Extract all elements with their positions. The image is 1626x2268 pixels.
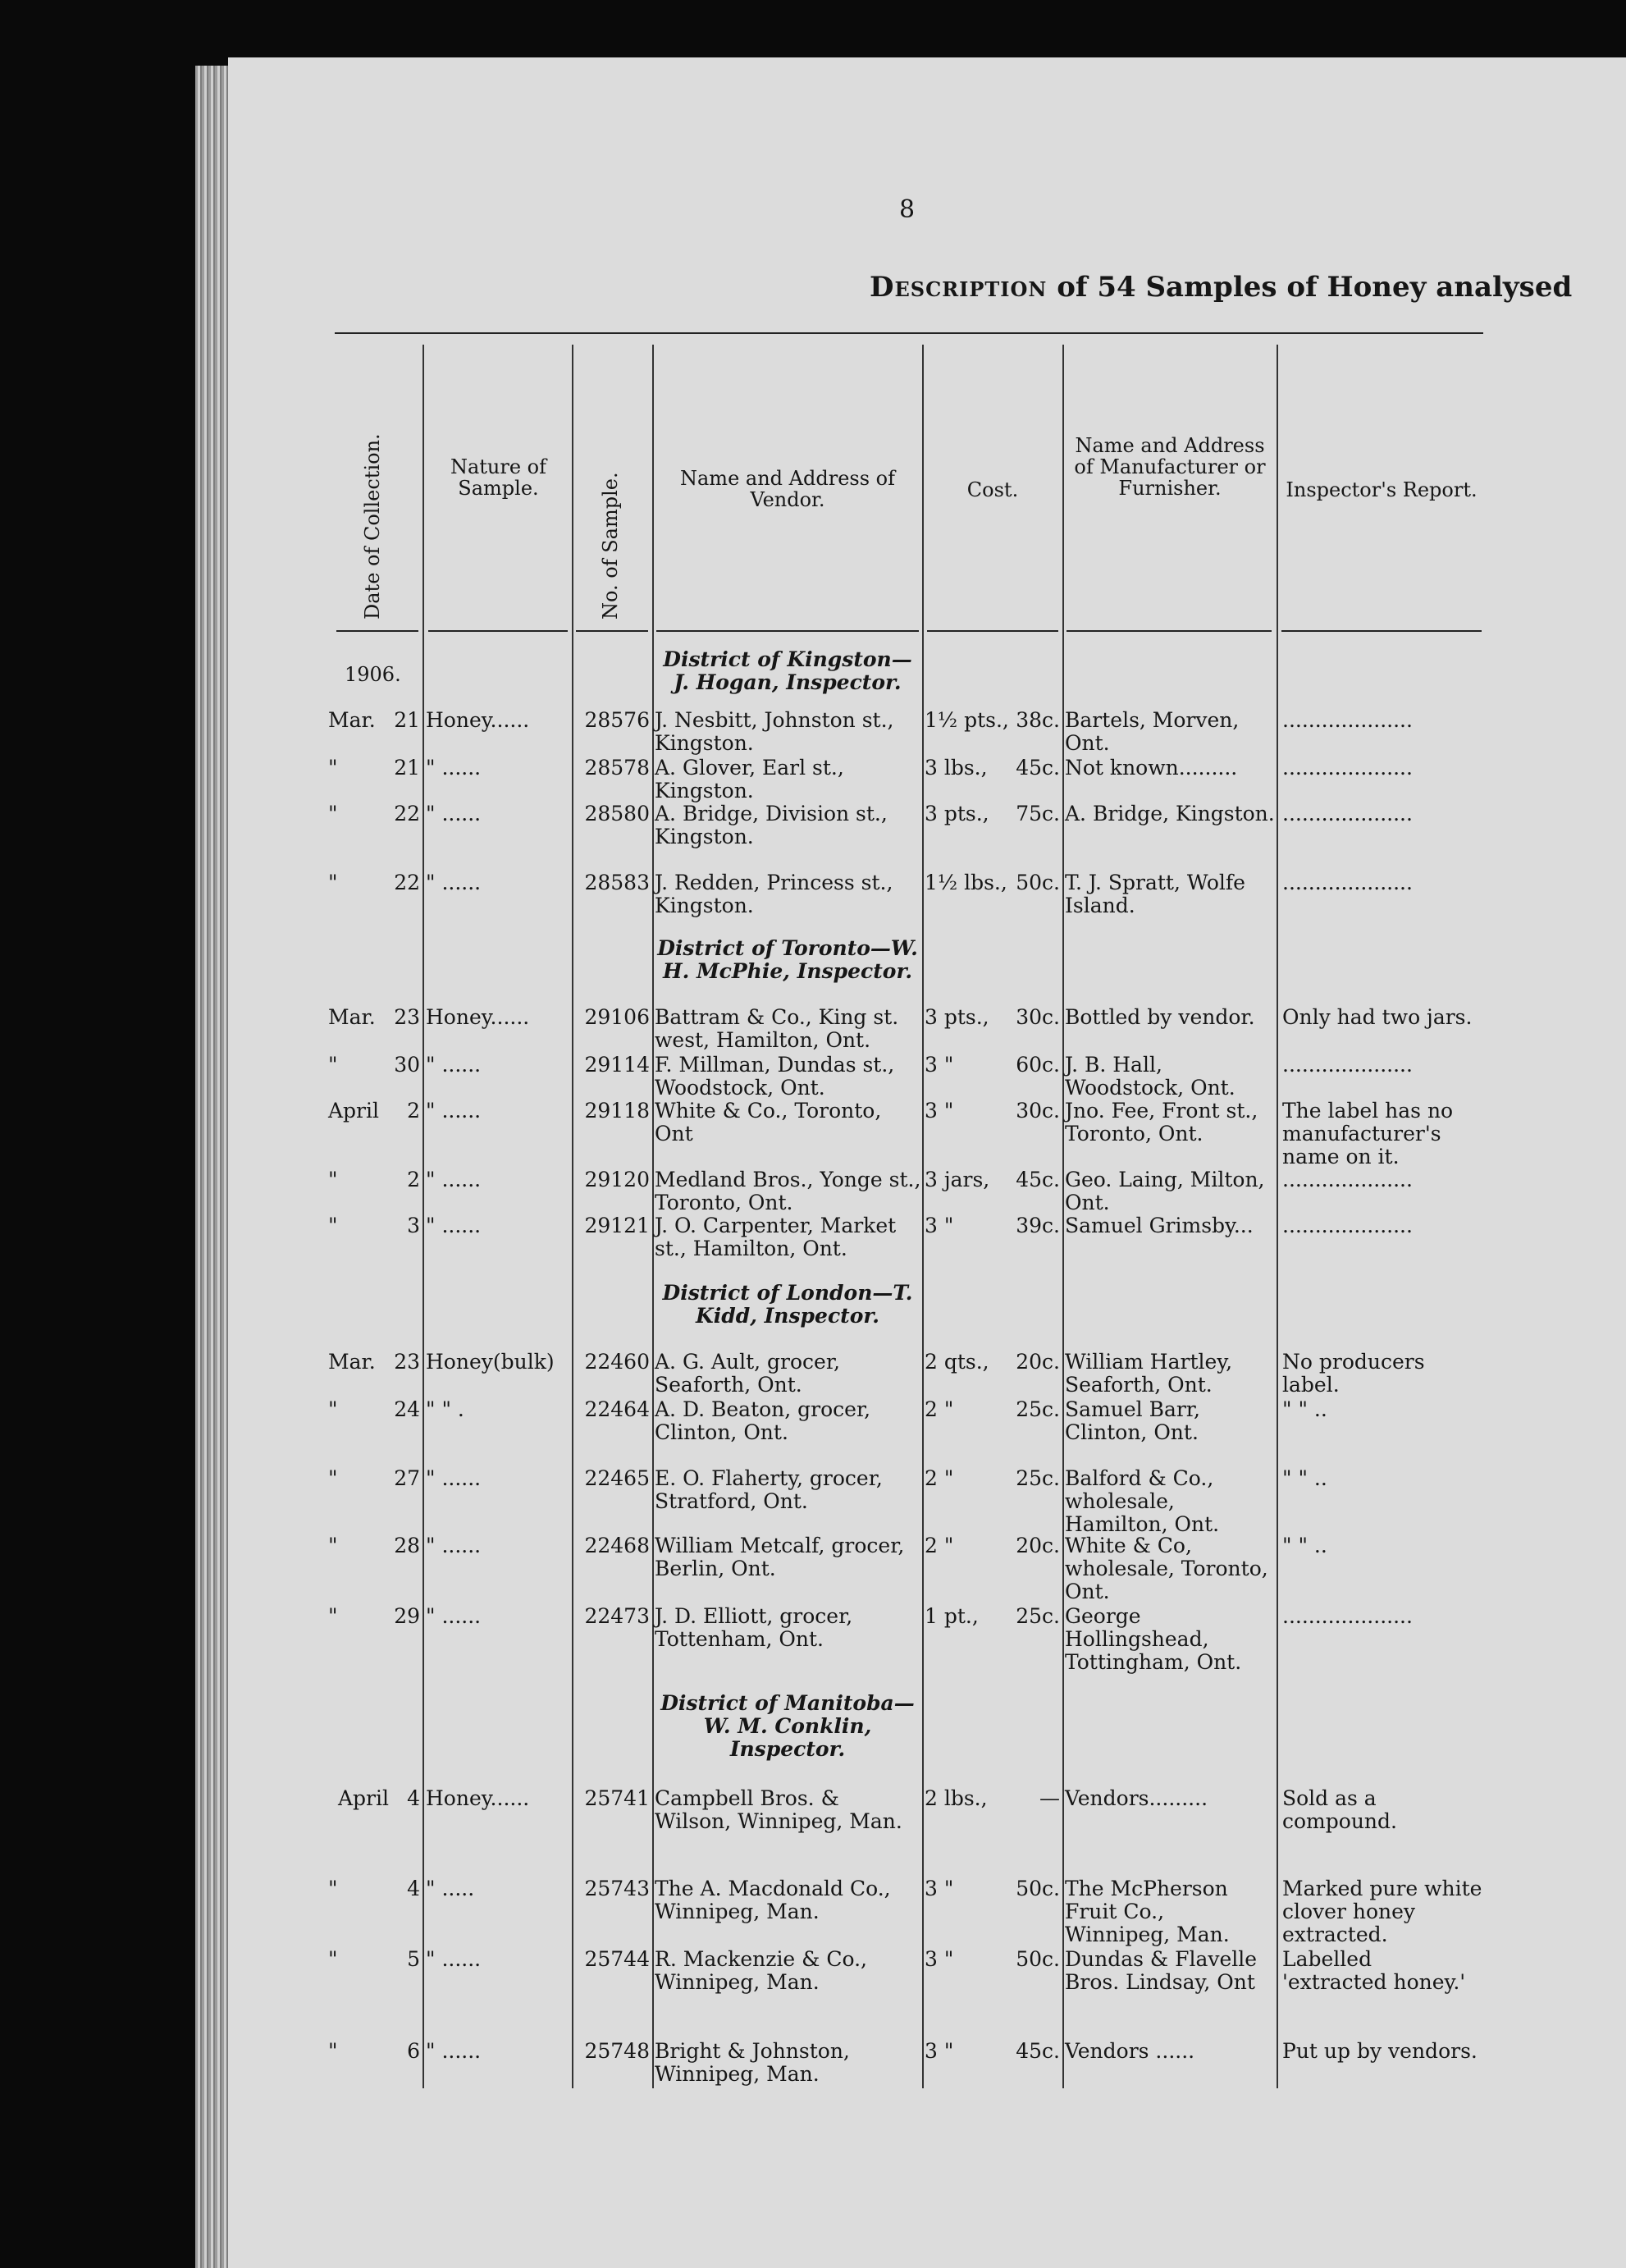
vendor: J. Nesbitt, Johnston st., Kingston.: [655, 708, 894, 755]
nature-of-sample: " ......: [426, 802, 482, 825]
inspector-report: ....................: [1282, 756, 1413, 780]
date-day: 21: [394, 756, 420, 780]
sample-number: 29118: [584, 1099, 650, 1123]
vendor: A. Bridge, Division st., Kingston.: [655, 802, 888, 848]
date-day: 30: [394, 1053, 420, 1077]
inspector-report: ....................: [1282, 708, 1413, 732]
sample-number: 29120: [584, 1168, 650, 1191]
vendor: A. G. Ault, grocer, Seaforth, Ont.: [655, 1350, 840, 1397]
manufacturer: White & Co, wholesale, Toronto, Ont.: [1065, 1534, 1268, 1603]
nature-of-sample: Honey......: [426, 1786, 530, 1810]
manufacturer: George Hollingshead, Tottingham, Ont.: [1065, 1604, 1242, 1674]
vendor: Bright & Johnston, Winnipeg, Man.: [655, 2039, 850, 2086]
nature-of-sample: " .....: [426, 1877, 475, 1900]
nature-of-sample: Honey......: [426, 708, 530, 732]
cost-quantity: 3 ": [925, 1053, 954, 1077]
date-month: Mar.: [328, 1005, 376, 1029]
vendor: F. Millman, Dundas st., Woodstock, Ont.: [655, 1053, 895, 1100]
inspector-report: Marked pure white clover honey extracted.: [1282, 1877, 1482, 1946]
nature-of-sample: " ......: [426, 1604, 482, 1628]
nature-of-sample: " ......: [426, 1466, 482, 1490]
nature-of-sample: " ......: [426, 2039, 482, 2063]
manufacturer: T. J. Spratt, Wolfe Island.: [1065, 871, 1245, 917]
cost-quantity: 3 ": [925, 1877, 954, 1900]
column-divider: [422, 345, 424, 2088]
date-month: April: [338, 1786, 389, 1810]
header-number: No. of Sample.: [599, 472, 622, 620]
cost-price: 50c.: [1016, 1877, 1060, 1900]
cost-price: 60c.: [1016, 1053, 1060, 1077]
cost-price: —: [1039, 1786, 1060, 1810]
date-month: ": [328, 1053, 338, 1077]
date-day: 3: [407, 1214, 420, 1237]
header-rule: [428, 630, 568, 632]
sample-number: 25741: [584, 1786, 650, 1810]
sample-number: 29106: [584, 1005, 650, 1029]
year-label: 1906.: [345, 663, 401, 686]
manufacturer: Balford & Co., wholesale, Hamilton, Ont.: [1065, 1466, 1220, 1536]
cost-quantity: 1½ pts.,: [925, 708, 1009, 732]
nature-of-sample: " ......: [426, 871, 482, 894]
district-heading: District of Manitoba— W. M. Conklin, Inspector.: [660, 1691, 915, 1761]
manufacturer: Vendors ......: [1065, 2039, 1195, 2063]
vendor: J. Redden, Princess st., Kingston.: [655, 871, 893, 917]
header-nature: Nature of Sample.: [450, 455, 547, 500]
manufacturer: Vendors.........: [1065, 1786, 1208, 1810]
header-manufacturer: Name and Address of Manufacturer or Furnisher.: [1074, 434, 1266, 500]
cost-quantity: 3 pts.,: [925, 802, 989, 825]
cost-quantity: 3 ": [925, 1099, 954, 1123]
inspector-report: Put up by vendors.: [1282, 2039, 1478, 2063]
column-divider: [652, 345, 654, 2088]
sample-number: 22464: [584, 1397, 650, 1421]
manufacturer: Not known.........: [1065, 756, 1238, 780]
sample-number: 22468: [584, 1534, 650, 1557]
column-divider: [922, 345, 924, 2088]
cost-quantity: 3 pts.,: [925, 1005, 989, 1029]
vendor: William Metcalf, grocer, Berlin, Ont.: [655, 1534, 905, 1580]
nature-of-sample: " ......: [426, 1947, 482, 1971]
sample-number: 25748: [584, 2039, 650, 2063]
top-rule: [335, 332, 1483, 334]
nature-of-sample: " ......: [426, 1053, 482, 1077]
date-month: ": [328, 2039, 338, 2063]
cost-quantity: 2 lbs.,: [925, 1786, 988, 1810]
header-rule: [1281, 630, 1482, 632]
manufacturer: Jno. Fee, Front st., Toronto, Ont.: [1065, 1099, 1258, 1145]
inspector-report: ....................: [1282, 1214, 1413, 1237]
date-month: ": [328, 802, 338, 825]
cost-quantity: 2 ": [925, 1397, 954, 1421]
nature-of-sample: Honey......: [426, 1005, 530, 1029]
vendor: A. Glover, Earl st., Kingston.: [655, 756, 844, 802]
nature-of-sample: " ......: [426, 756, 482, 780]
nature-of-sample: " ......: [426, 1099, 482, 1123]
inspector-report: Only had two jars.: [1282, 1005, 1473, 1029]
cost-quantity: 3 ": [925, 1947, 954, 1971]
cost-price: 45c.: [1016, 2039, 1060, 2063]
date-month: ": [328, 1466, 338, 1490]
date-day: 2: [407, 1099, 420, 1123]
manufacturer: Dundas & Flavelle Bros. Lindsay, Ont: [1065, 1947, 1258, 1994]
manufacturer: J. B. Hall, Woodstock, Ont.: [1065, 1053, 1235, 1100]
cost-price: 25c.: [1016, 1397, 1060, 1421]
district-heading: District of Toronto—W. H. McPhie, Inspector.: [657, 936, 918, 983]
inspector-report: ....................: [1282, 802, 1413, 825]
date-day: 23: [394, 1350, 420, 1374]
cost-quantity: 2 ": [925, 1534, 954, 1557]
vendor: Campbell Bros. & Wilson, Winnipeg, Man.: [655, 1786, 902, 1833]
sample-number: 29121: [584, 1214, 650, 1237]
date-month: ": [328, 1214, 338, 1237]
cost-price: 39c.: [1016, 1214, 1060, 1237]
date-month: Mar.: [328, 1350, 376, 1374]
header-rule: [927, 630, 1058, 632]
manufacturer: Bartels, Morven, Ont.: [1065, 708, 1240, 755]
cost-quantity: 3 ": [925, 2039, 954, 2063]
manufacturer: A. Bridge, Kingston.: [1065, 802, 1275, 825]
cost-price: 30c.: [1016, 1099, 1060, 1123]
date-day: 24: [394, 1397, 420, 1421]
inspector-report: Sold as a compound.: [1282, 1786, 1397, 1833]
page-number: 8: [899, 195, 916, 224]
vendor: The A. Macdonald Co., Winnipeg, Man.: [655, 1877, 891, 1923]
date-month: ": [328, 1397, 338, 1421]
nature-of-sample: " ......: [426, 1168, 482, 1191]
inspector-report: ....................: [1282, 1168, 1413, 1191]
title-rest: of 54 Samples of Honey analysed: [1047, 271, 1573, 304]
vendor: Battram & Co., King st. west, Hamilton, Ont.: [655, 1005, 899, 1052]
date-month: ": [328, 1947, 338, 1971]
header-rule: [1066, 630, 1272, 632]
manufacturer: Geo. Laing, Milton, Ont.: [1065, 1168, 1265, 1214]
header-cost: Cost.: [966, 478, 1019, 501]
date-day: 6: [407, 2039, 420, 2063]
inspector-report: No producers label.: [1282, 1350, 1425, 1397]
date-month: ": [328, 756, 338, 780]
header-rule: [656, 630, 919, 632]
page-title: [870, 271, 1572, 304]
nature-of-sample: " " .: [426, 1397, 464, 1421]
date-day: 29: [394, 1604, 420, 1628]
header-report: Inspector's Report.: [1286, 478, 1478, 501]
inspector-report: ....................: [1282, 1053, 1413, 1077]
cost-price: 25c.: [1016, 1604, 1060, 1628]
cost-price: 25c.: [1016, 1466, 1060, 1490]
manufacturer: Samuel Grimsby...: [1065, 1214, 1254, 1237]
date-day: 23: [394, 1005, 420, 1029]
vendor: R. Mackenzie & Co., Winnipeg, Man.: [655, 1947, 868, 1994]
title-prefix: Description: [870, 271, 1048, 304]
date-day: 27: [394, 1466, 420, 1490]
date-day: 28: [394, 1534, 420, 1557]
date-month: ": [328, 871, 338, 894]
inspector-report: ....................: [1282, 871, 1413, 894]
sample-number: 22465: [584, 1466, 650, 1490]
date-month: Mar.: [328, 708, 376, 732]
date-month: ": [328, 1877, 338, 1900]
vendor: J. O. Carpenter, Market st., Hamilton, Ont.: [655, 1214, 897, 1260]
district-heading: District of London—T. Kidd, Inspector.: [662, 1281, 913, 1328]
date-day: 5: [407, 1947, 420, 1971]
inspector-report: " " ..: [1282, 1466, 1327, 1490]
cost-price: 50c.: [1016, 1947, 1060, 1971]
header-date: Date of Collection.: [361, 433, 384, 620]
cost-quantity: 1 pt.,: [925, 1604, 979, 1628]
date-month: April: [328, 1099, 379, 1123]
inspector-report: Labelled 'extracted honey.': [1282, 1947, 1466, 1994]
cost-price: 30c.: [1016, 1005, 1060, 1029]
date-day: 4: [407, 1786, 420, 1810]
sample-number: 28578: [584, 756, 650, 780]
date-day: 21: [394, 708, 420, 732]
cost-price: 45c.: [1016, 1168, 1060, 1191]
sample-number: 22473: [584, 1604, 650, 1628]
cost-quantity: 3 jars,: [925, 1168, 990, 1191]
manufacturer: Bottled by vendor.: [1065, 1005, 1255, 1029]
date-day: 4: [407, 1877, 420, 1900]
cost-price: 75c.: [1016, 802, 1060, 825]
cost-quantity: 1½ lbs.,: [925, 871, 1007, 894]
cost-quantity: 2 qts.,: [925, 1350, 989, 1374]
inspector-report: ....................: [1282, 1604, 1413, 1628]
inspector-report: " " ..: [1282, 1397, 1327, 1421]
cost-quantity: 2 ": [925, 1466, 954, 1490]
date-day: 22: [394, 802, 420, 825]
vendor: A. D. Beaton, grocer, Clinton, Ont.: [655, 1397, 871, 1444]
cost-price: 45c.: [1016, 756, 1060, 780]
cost-quantity: 3 lbs.,: [925, 756, 988, 780]
inspector-report: " " ..: [1282, 1534, 1327, 1557]
vendor: E. O. Flaherty, grocer, Stratford, Ont.: [655, 1466, 883, 1513]
cost-price: 20c.: [1016, 1534, 1060, 1557]
nature-of-sample: " ......: [426, 1214, 482, 1237]
vendor: Medland Bros., Yonge st., Toronto, Ont.: [655, 1168, 921, 1214]
date-day: 2: [407, 1168, 420, 1191]
header-vendor: Name and Address of Vendor.: [680, 467, 895, 511]
nature-of-sample: " ......: [426, 1534, 482, 1557]
header-rule: [576, 630, 648, 632]
column-divider: [1062, 345, 1064, 2088]
vendor: White & Co., Toronto, Ont: [655, 1099, 882, 1145]
cost-price: 20c.: [1016, 1350, 1060, 1374]
cost-price: 38c.: [1016, 708, 1060, 732]
manufacturer: William Hartley, Seaforth, Ont.: [1065, 1350, 1233, 1397]
district-heading: District of Kingston— J. Hogan, Inspector.: [663, 647, 912, 694]
sample-number: 25744: [584, 1947, 650, 1971]
cost-price: 50c.: [1016, 871, 1060, 894]
sample-number: 25743: [584, 1877, 650, 1900]
vendor: J. D. Elliott, grocer, Tottenham, Ont.: [655, 1604, 853, 1651]
date-month: ": [328, 1534, 338, 1557]
nature-of-sample: Honey(bulk): [426, 1350, 555, 1374]
manufacturer: The McPherson Fruit Co., Winnipeg, Man.: [1065, 1877, 1230, 1946]
cost-quantity: 3 ": [925, 1214, 954, 1237]
sample-number: 22460: [584, 1350, 650, 1374]
date-day: 22: [394, 871, 420, 894]
date-month: ": [328, 1168, 338, 1191]
sample-number: 29114: [584, 1053, 650, 1077]
column-divider: [572, 345, 573, 2088]
sample-number: 28580: [584, 802, 650, 825]
sample-number: 28576: [584, 708, 650, 732]
inspector-report: The label has no manufacturer's name on it.: [1282, 1099, 1454, 1168]
manufacturer: Samuel Barr, Clinton, Ont.: [1065, 1397, 1200, 1444]
date-month: ": [328, 1604, 338, 1628]
header-rule: [336, 630, 418, 632]
column-divider: [1277, 345, 1278, 2088]
sample-number: 28583: [584, 871, 650, 894]
